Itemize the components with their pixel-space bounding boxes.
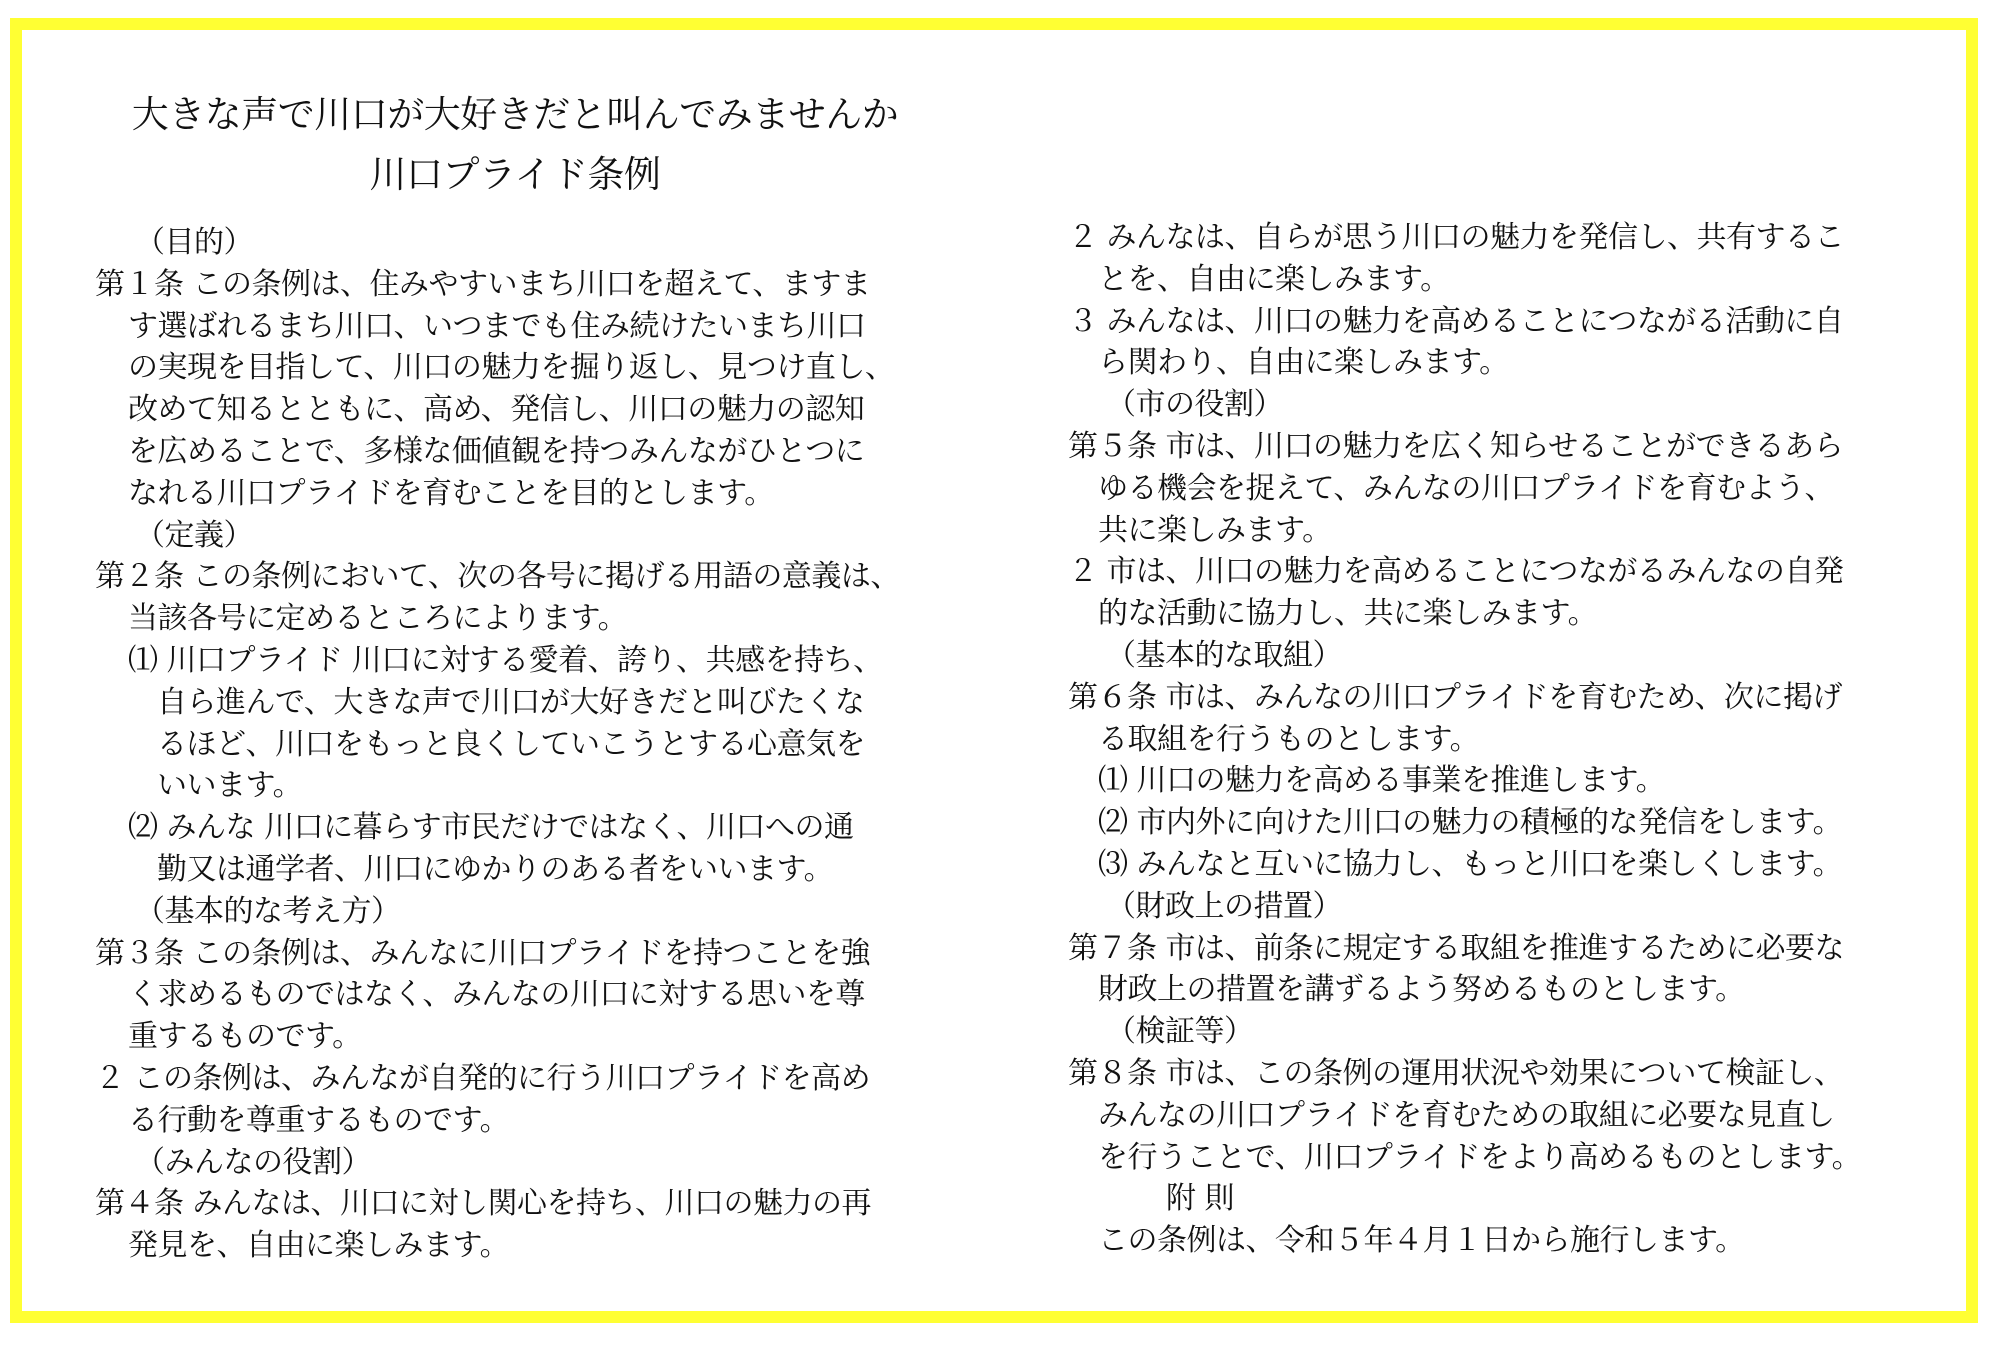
left-text-line: ２ この条例は、みんなが自発的に行う川口プライドを高め — [95, 1061, 871, 1096]
left-text-line: いいます。 — [157, 768, 303, 804]
left-text-line: （みんなの役割） — [135, 1144, 371, 1180]
right-text-line: 財政上の措置を講ずるよう努めるものとします。 — [1098, 972, 1745, 1008]
left-text-line: なれる川口プライドを育むことを目的とします。 — [128, 475, 774, 511]
right-text-line: ゆる機会を捉えて、みんなの川口プライドを育むよう、 — [1098, 470, 1834, 506]
right-text-line: （基本的な取組） — [1106, 638, 1342, 673]
title-sub: 川口プライド条例 — [369, 153, 661, 196]
right-text-line: 第５条 市は、川口の魅力を広く知らせることができるあら — [1068, 429, 1844, 464]
left-text-line: 第４条 みんなは、川口に対し関心を持ち、川口の魅力の再 — [95, 1186, 872, 1222]
right-text-line: 第８条 市は、この条例の運用状況や効果について検証し、 — [1068, 1056, 1844, 1091]
left-text-line: の実現を目指して、川口の魅力を掘り返し、見つけ直し、 — [128, 350, 895, 386]
left-text-line: 自ら進んで、大きな声で川口が大好きだと叫びたくな — [157, 684, 865, 720]
title-main: 大きな声で川口が大好きだと叫んでみませんか — [131, 93, 899, 136]
right-text-line: ⑴ 川口の魅力を高める事業を推進します。 — [1098, 763, 1666, 799]
right-text-line: （検証等） — [1106, 1014, 1254, 1050]
left-text-line: 第３条 この条例は、みんなに川口プライドを持つことを強 — [95, 935, 871, 971]
left-text-line: 第２条 この条例において、次の各号に掲げる用語の意義は、 — [95, 559, 900, 595]
right-text-line: 附 則 — [1166, 1181, 1235, 1217]
left-text-line: （基本的な考え方） — [135, 893, 401, 929]
right-text-line: 第６条 市は、みんなの川口プライドを育むため、次に掲げ — [1068, 679, 1842, 715]
right-text-line: みんなの川口プライドを育むための取組に必要な見直し — [1098, 1097, 1835, 1133]
left-text-line: く求めるものではなく、みんなの川口に対する思いを尊 — [128, 977, 865, 1013]
left-text-line: を広めることで、多様な価値観を持つみんながひとつに — [128, 434, 865, 469]
right-text-line: （市の役割） — [1106, 387, 1283, 423]
left-text-line: 勤又は通学者、川口にゆかりのある者をいいます。 — [157, 852, 834, 887]
right-text-line: る取組を行うものとします。 — [1098, 721, 1480, 757]
left-text-line: 発見を、自由に楽しみます。 — [128, 1228, 510, 1264]
right-text-line: ２ 市は、川口の魅力を高めることにつながるみんなの自発 — [1068, 554, 1844, 590]
right-text-line: この条例は、令和５年４月１日から施行します。 — [1098, 1223, 1745, 1259]
right-text-line: 第７条 市は、前条に規定する取組を推進するために必要な — [1068, 930, 1845, 966]
left-text-line: 改めて知るとともに、高め、発信し、川口の魅力の認知 — [128, 392, 865, 428]
left-text-line: （目的） — [135, 225, 253, 260]
right-text-line: ３ みんなは、川口の魅力を高めることにつながる活動に自 — [1068, 303, 1844, 339]
left-text-line: ⑵ みんな 川口に暮らす市民だけではなく、川口への通 — [128, 810, 854, 846]
right-text-line: （財政上の措置） — [1106, 888, 1342, 924]
right-text-line: とを、自由に楽しみます。 — [1098, 261, 1450, 297]
right-text-line: 的な活動に協力し、共に楽しみます。 — [1098, 596, 1598, 632]
right-text-line: を行うことで、川口プライドをより高めるものとします。 — [1098, 1139, 1862, 1175]
right-text-line: ⑵ 市内外に向けた川口の魅力の積極的な発信をします。 — [1098, 805, 1843, 841]
right-text-line: ら関わり、自由に楽しみます。 — [1098, 345, 1509, 381]
right-text-line: ⑶ みんなと互いに協力し、もっと川口を楽しくします。 — [1098, 847, 1843, 882]
left-text-line: るほど、川口をもっと良くしていこうとする心意気を — [157, 726, 865, 762]
left-text-line: 重するものです。 — [128, 1019, 362, 1055]
left-text-line: （定義） — [135, 517, 253, 553]
right-text-line: ２ みんなは、自らが思う川口の魅力を発信し、共有するこ — [1068, 220, 1845, 255]
right-text-line: 共に楽しみます。 — [1098, 512, 1332, 548]
left-text-line: 第１条 この条例は、住みやすいまち川口を超えて、ますま — [95, 266, 871, 302]
left-text-line: す選ばれるまち川口、いつまでも住み続けたいまち川口 — [128, 308, 866, 344]
left-text-line: る行動を尊重するものです。 — [128, 1102, 510, 1138]
left-text-line: 当該各号に定めるところによります。 — [128, 601, 628, 637]
left-text-line: ⑴ 川口プライド 川口に対する愛着、誇り、共感を持ち、 — [128, 643, 883, 678]
